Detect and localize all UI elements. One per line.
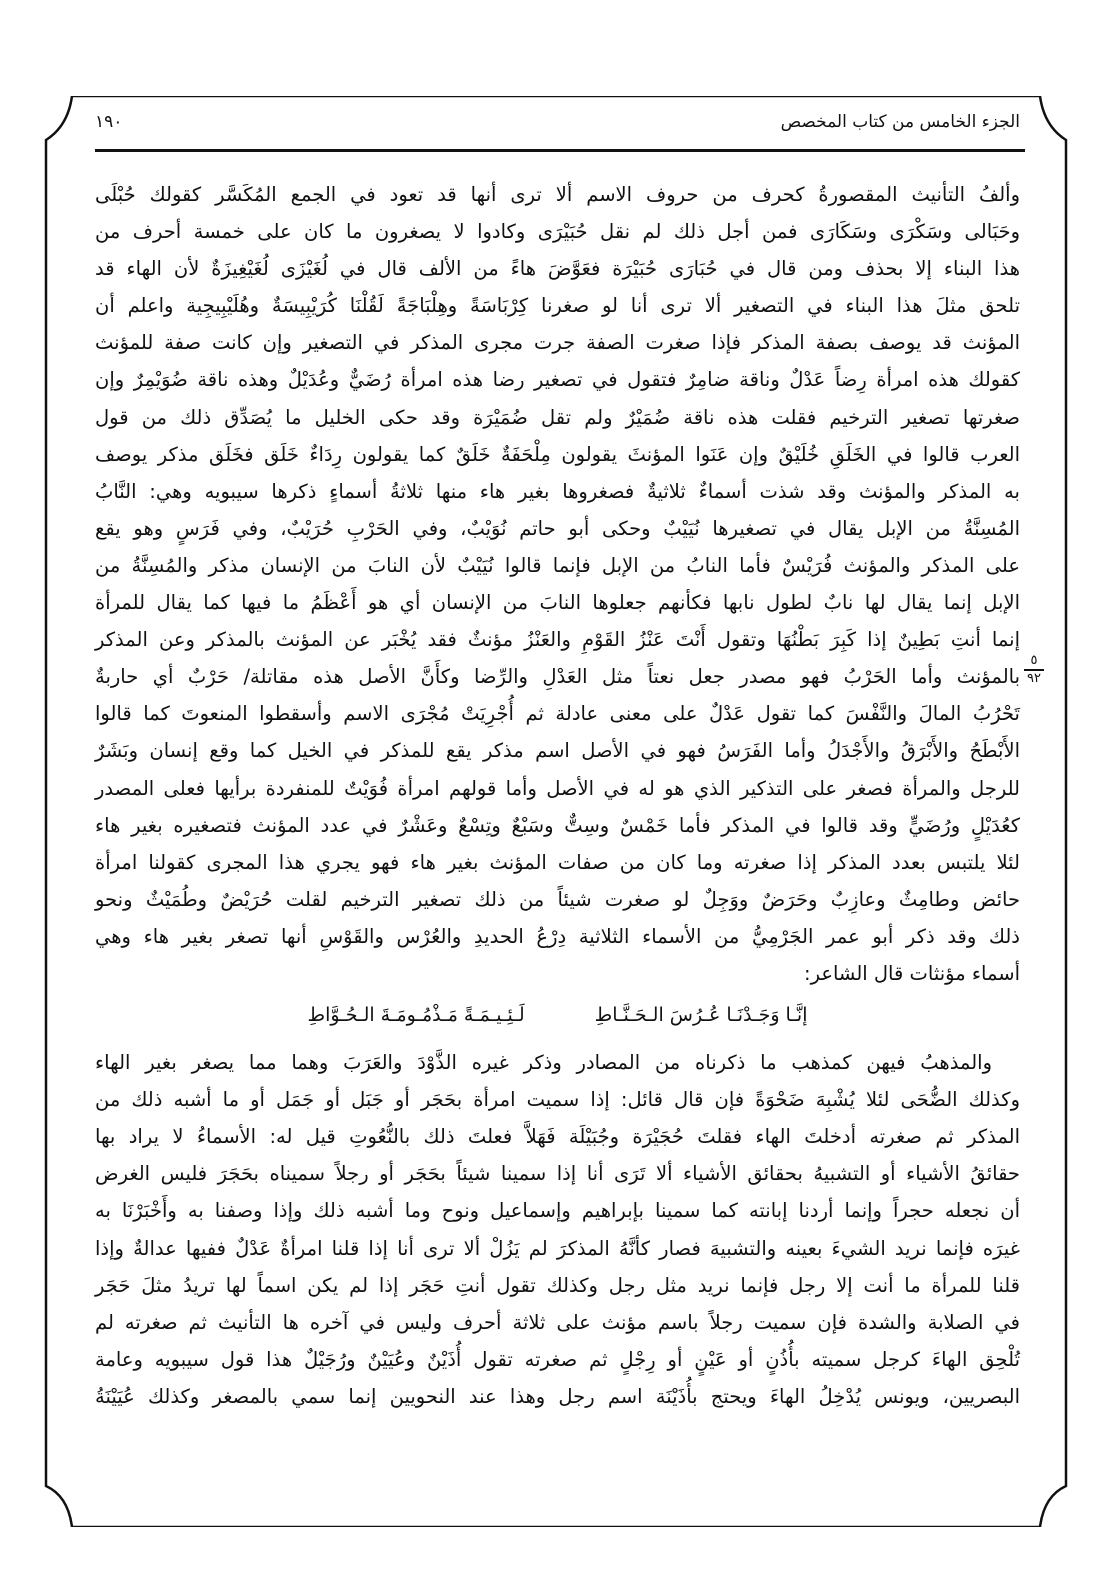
text-line: العرب قالوا في الخَلَقِ خُلَيْقٌ وإن عَنَوا المؤنثَ يقولون مِلْحَفَةٌ خَلَقٌ كما يقولون رِدَاءٌ خَلَق فخَلَق مذكر يوصف (95, 442, 1020, 466)
text-line: الأَبْطَحُ والأَبْرَقُ والأَجْدَلُ وأما الفَرَسُ فهو في الأصل اسم مذكر يقع للمذكر في الخيل كما وقع إنسان وبَشَرٌ (95, 739, 1020, 763)
text-line: وألفُ التأنيث المقصورةُ كحرف من حروف الاسم ألا ترى أنها قد تعود في الجمع المُكَسَّر كقولك حُبْلَى (95, 183, 1020, 206)
text-line: صغرتها تصغير الترخيم فقلت هذه ناقة ضُمَيْرٌ ولم تقل ضُمَيْرَة وقد حكى الخليل ما يُصَدِّق ذلك من قول (95, 405, 1020, 429)
text-line: به المذكر والمؤنث وقد شذت أسماءٌ ثلاثيةٌ فصغروها بغير هاء منها ثلاثةُ أسماءٍ ذكرها سيبويه وهي: النَّابُ (95, 479, 1020, 503)
text-line: قلنا للمرأة ما أنت إلا رجل فإنما نريد مثل رجل وكذلك تقول أنتِ حَجَر إذا لم يكن اسماً لها تريدُ مثلَ حَجَر (95, 1273, 1020, 1297)
text-line: الإبل إنما يقال لها نابٌ لطول نابها فكأنهم جعلوها النابَ من الإنسان أي هو أَعْظَمُ ما فيها كما يقال للمرأة (95, 591, 1020, 615)
text-line: غيرَه فإنما نريد الشيءَ بعينه والتشبيهَ فصار كأنَّهُ المذكرَ لم يَزُلْ ألا ترى أنا إذا قلنا امرأةٌ عَدْلٌ ففيها عدالةٌ وإذا (95, 1236, 1020, 1260)
page-header (95, 112, 1020, 142)
text-line: إنما أنتِ بَطِينٌ إذا كَبِرَ بَطْنُهَا وتقول أَنْتَ عَنْزُ القَوْمِ والعَنْزُ مؤنثٌ فقد يُخْبَر عن المؤنث بالمذكر وعن المذكر (95, 628, 1020, 652)
text-line: كقولك هذه امرأة رِضاً عَدْلٌ وناقة ضامِرٌ فتقول في تصغير رضا هذه امرأة رُضَيٌّ وعُدَيْلٌ وهذه ناقة ضُوَيْمِرٌ وإن (95, 368, 1020, 392)
text-line: المُسِنَّةُ من الإبل يقال في تصغيرها نُيَيْبٌ وحكى أبو حاتم نُوَيْبٌ، وفي الحَرْبِ حُرَيْبٌ، وفي فَرَسٍ وهو يقع (95, 516, 1020, 540)
text-line: تلحق مثلَ هذا البناء في التصغير ألا ترى أنا لو صغرنا كِرْبَاسَةً وهِلْبَاجَةً لَقُلْنَا كُرَيْبِيسَةٌ وهُلَيْبِيجِية واعلم أن (95, 294, 1020, 318)
header-rule (95, 149, 1025, 152)
text-line: وحَبَالى وسَكْرَى وسَكَارَى فمن أجل ذلك لم نقل حُبَيْرَى وكادوا لا يصغرون ما كان على خمسة أحرف من (95, 220, 1020, 244)
text-line: البصريين، ويونس يُدْخِلُ الهاءَ ويحتج بأُذَيْنَة اسم رجل وهذا عند النحويين إنما سمي بالمصغر وكذلك عُيَيْنَةُ (95, 1384, 1020, 1408)
text-line: حقائقُ الأشياء أو التشبيهُ بحقائق الأشياء ألا تَرَى أنا إذا سمينا شيئاً بحَجَر أو رجلاً سميناه بحَجَرَ فليس الغرض (95, 1162, 1020, 1186)
text-line: لئلا يلتبس بعدد المذكر إذا صغرته وما كان من صفات المؤنث بغير هاء فهو يجري هذا المجرى كقولنا امرأة (95, 850, 1020, 874)
text-line: على المذكر والمؤنث فُرَيْسٌ فأما النابُ من الإبل فإنما قالوا نُيَيْبٌ لأن النابَ من الإنسان مذكر والمُسِنَّةُ من (95, 553, 1020, 577)
paragraph-1 (95, 176, 1020, 992)
text-line: والمذهبُ فيهن كمذهب ما ذكرناه من المصادر وذكر غيره الذَّوْدَ والعَرَبَ وهما مما يصغر بغير الهاء (95, 1051, 992, 1075)
text-line: تُلْحِق الهاءَ كرجل سميته بأُذُنٍ أو عَيْنٍ أو رِجْلٍ ثم صغرته تقول أُذَيْنٌ وعُيَيْنٌ ورُجَيْلٌ هذا قول سيبويه وعامة (95, 1347, 1020, 1371)
page-number: ١٩٠ (95, 112, 123, 132)
text-line: حائض وطامِثٌ وعازِبٌ وحَرَضٌ ووَجِلٌ لو صغرت شيئاً من ذلك تصغير الترخيم لقلت حُرَيْضٌ وطُمَيْثٌ ونحو (95, 887, 1020, 911)
text-line: المؤنث قد يوصف بصفة المذكر فإذا صغرت الصفة جرت مجرى المذكر في التصغير وإن كانت صفة للمؤنث (95, 331, 1020, 355)
text-line: المذكر ثم صغرته أدخلتَ الهاء فقلتَ حُجَيْرَة وجُبَيْلَة فَهَلاَّ فعلتَ ذلك بالنُّعُوتِ قيل له: الأسماءُ لا يراد بها (95, 1125, 1020, 1149)
text-line: تَحْرُبُ المالَ والنَّفْسَ كما تقول عَدْلٌ على معنى عادلة ثم أُجْرِيَتْ مُجْرَى الاسم وأسقطوا المنعوتَ كما قالوا (95, 702, 1020, 726)
text-line: أسماء مؤنثات قال الشاعر: (804, 961, 1020, 985)
text-line: كعُدَيْلٍ ورُضَيٍّ وقد قالوا في المذكر فأما خَمْسٌ وسِتٌّ وسَبْعٌ وتِسْعٌ وعَشْرٌ في عدد المؤنث فتصغيره بغير هاء (95, 813, 1020, 837)
margin-note-bottom: ٩٢ (1027, 671, 1041, 686)
margin-page-reference (1024, 654, 1044, 686)
paragraph-2 (95, 1044, 1020, 1415)
text-line: في الصلابة والشدة فإن سميت رجلاً باسم مؤنث على ثلاثة أحرف وليس في آخره ها التأنيث ثم صغرته لم (95, 1310, 1020, 1334)
text-line: هذا البناء إلا بحذف ومن قال في حُبَارَى حُبَيْرَة فعَوَّضَ هاءً من الألف قال في لُغَيْزَى لُغَيْغِيزَةٌ لأن الهاء قد (95, 257, 1020, 281)
text-line: وكذلك الضُّحَى لئلا يُشْبِهَ ضَحْوَةً فإن قال قائل: إذا سميت امرأة بحَجَر أو جَبَل أو جَمَل أو ما أشبه ذلك من (95, 1088, 1020, 1112)
poetry-verse (95, 992, 1020, 1044)
text-line: بالمؤنث وأما الحَرْبُ فهو مصدر جعل نعتاً مثل العَدْلِ والرِّضا وكأَنَّ الأصل هذه مقاتلة/ حَرْبٌ أي حاربةٌ (95, 665, 1020, 689)
verse-second-hemistich: لَـئِـيـمَـةً مَـذْمُـومَـةَ الـحُـوَّاطِ (307, 1004, 525, 1027)
text-line: ذلك وقد ذكر أبو عمر الجَرْمِيُّ من الأسماء الثلاثية دِرْعُ الحديدِ والعُرْس والقَوْسِ أنها تصغر بغير هاء وهي (95, 924, 1020, 948)
margin-note-top: ٥ (1030, 653, 1038, 668)
text-line: أن نجعله حجراً وإنما أردنا إبانته كما سمينا بإبراهيم وإسماعيل ونوح وما أشبه ذلك وإذا وصفنا به وأَخْبَرْنَا به (95, 1199, 1020, 1223)
text-line: للرجل والمرأة فصغر على التذكير الذي هو له في الأصل وأما قولهم امرأة فُوَيْتٌ للمنفردة برأيها فعلى المصدر (95, 776, 1020, 800)
page-body (95, 176, 1020, 1415)
running-title: الجزء الخامس من كتاب المخصص (780, 112, 1020, 132)
verse-first-hemistich: إنَّـا وَجَـدْنَـا عُـرُسَ الـحَـنَّـاطِ (594, 1004, 808, 1027)
